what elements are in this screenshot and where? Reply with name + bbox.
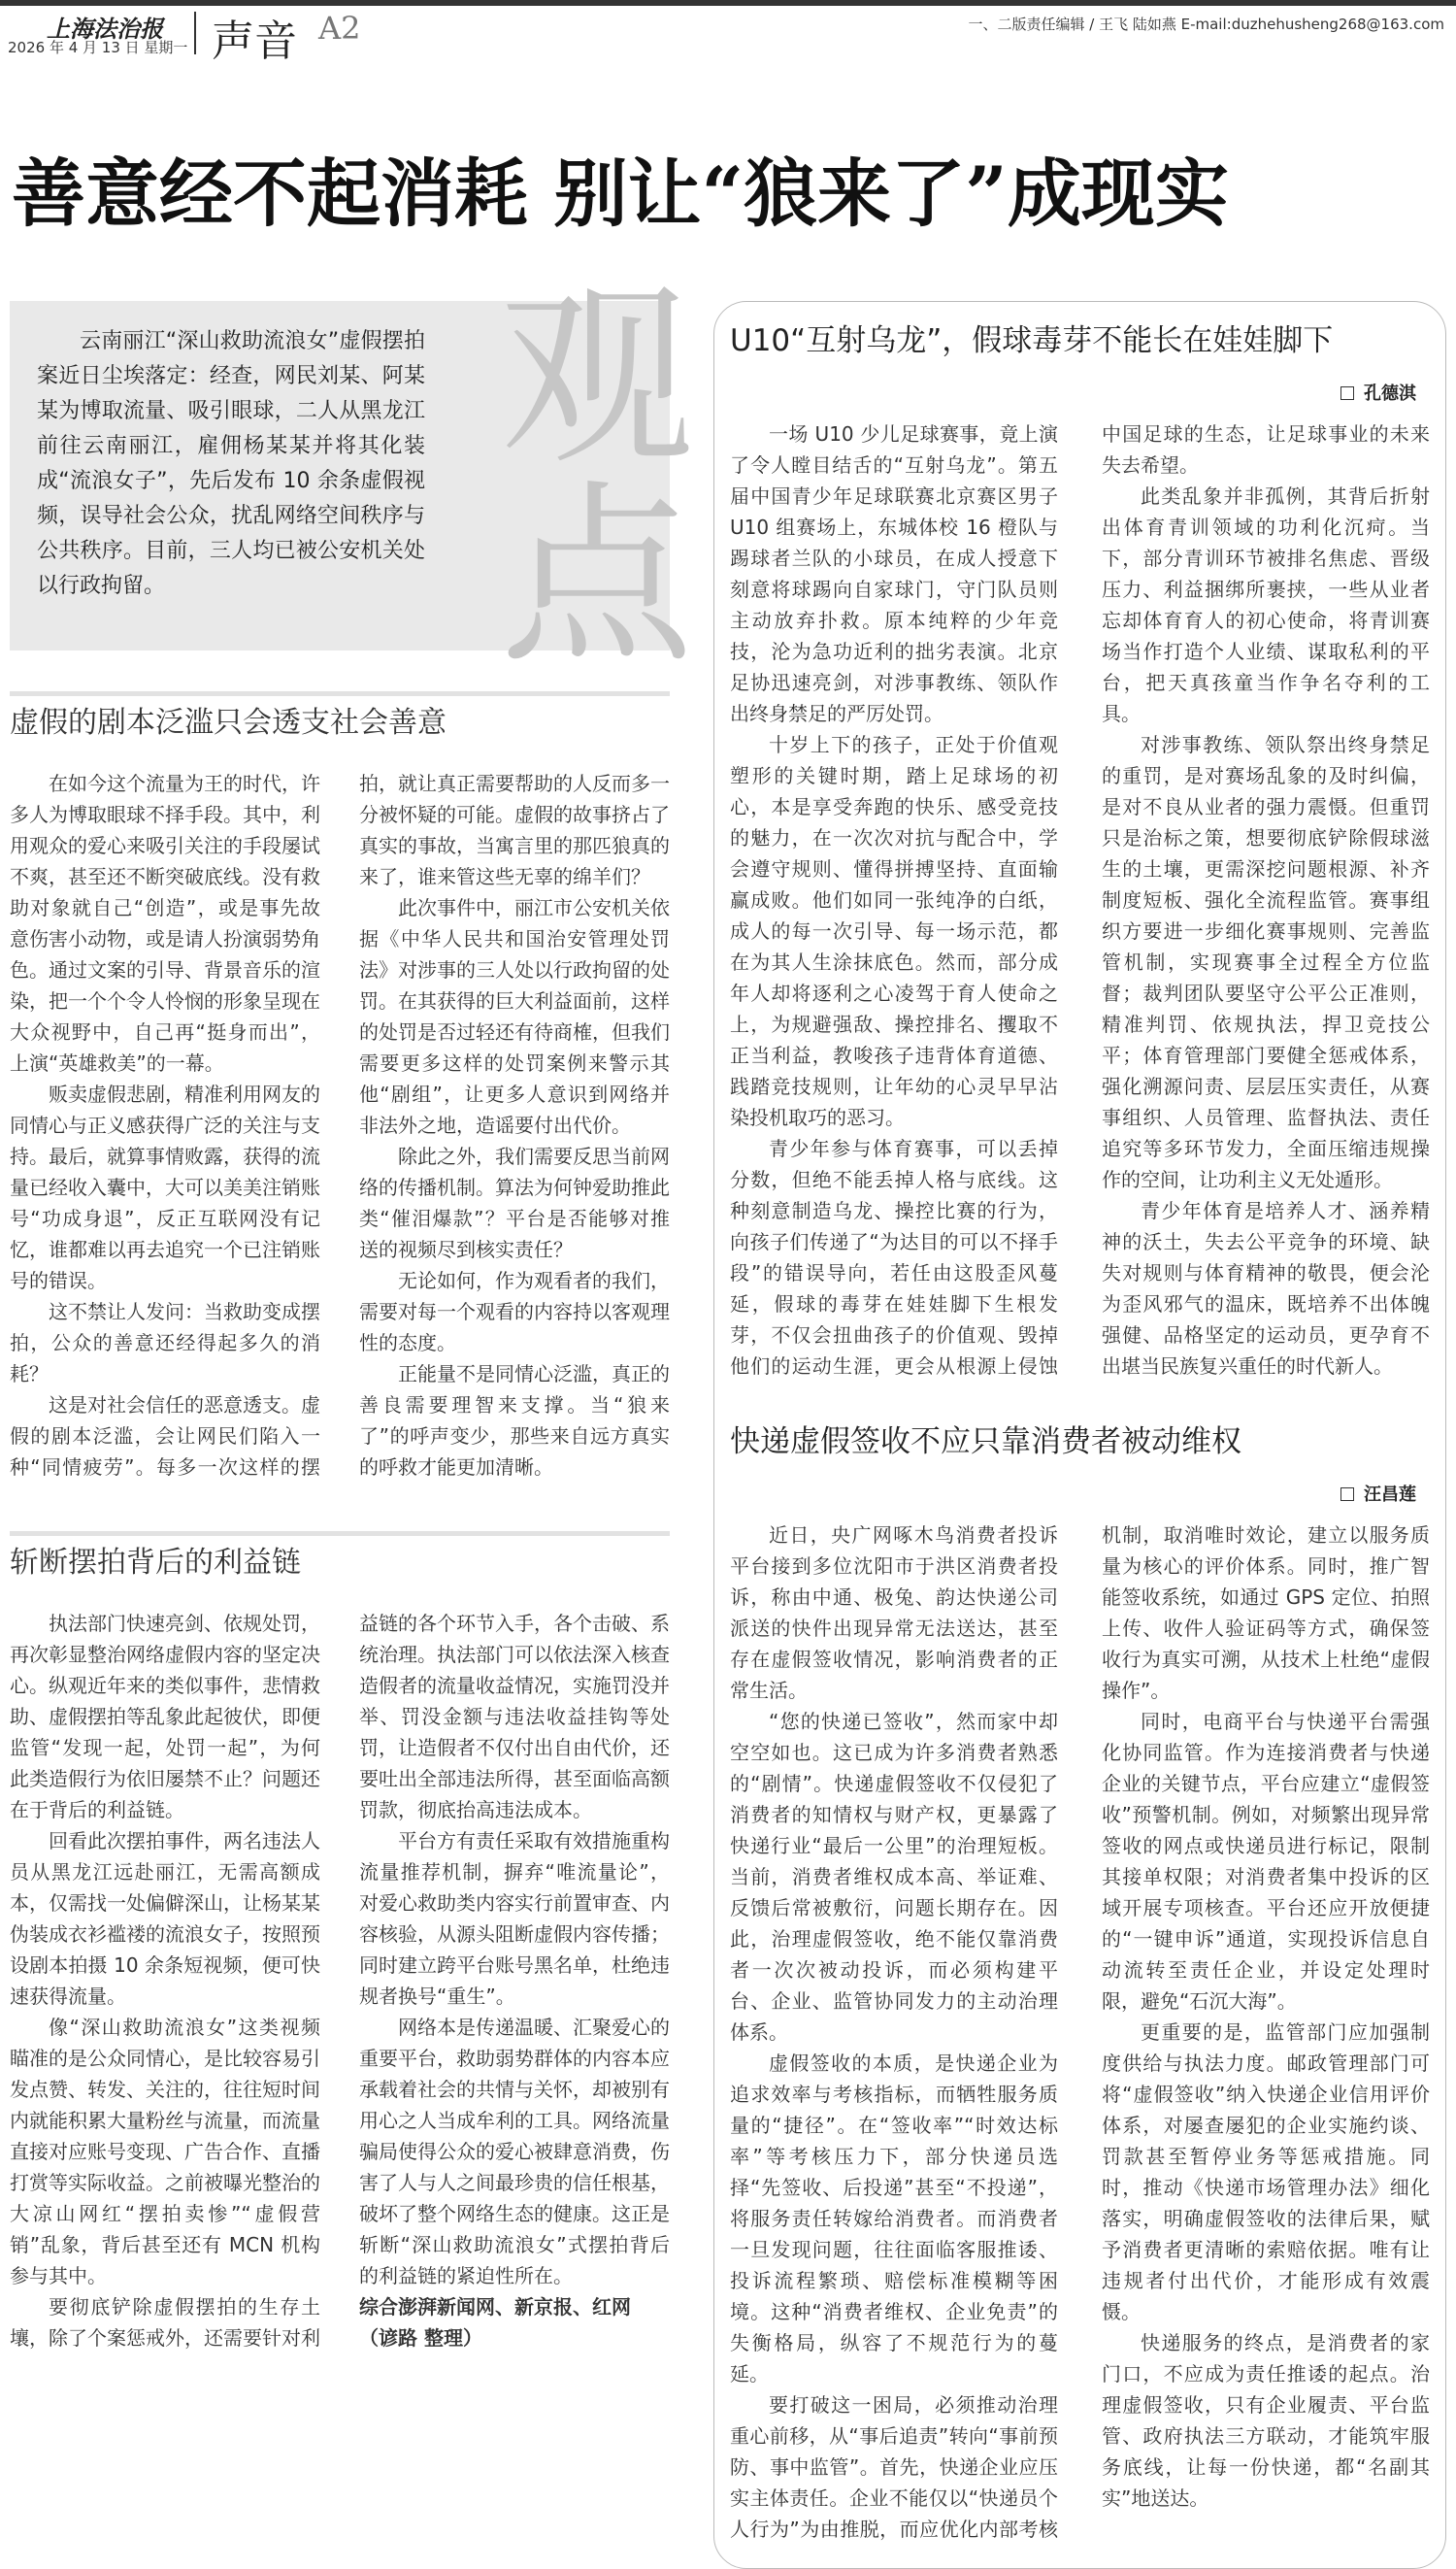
paragraph: 除此之外，我们需要反思当前网络的传播机制。算法为何钟爱助推此类“催泪爆款”？平台是否能够对推送的视频尽到核实责任？ bbox=[359, 1145, 670, 1261]
article-title: 斩断摆拍背后的利益链 bbox=[10, 1546, 301, 1580]
commentary-panel bbox=[713, 301, 1446, 2569]
paragraph: 虚假签收的本质，是快递企业为追求效率与考核指标，而牺牲服务质量的“捷径”。在“签收率”“时效达标率”等考核压力下，部分快递员选择“先签收、后投递”甚至“不投递”，将服务责任转嫁给消费者。而消费者一旦发现问题，往往面临客服推诿、投诉流程繁琐、赔偿标准模糊等困境。这种“消费者维权、企业免责”的失衡格局，纵容了不规范行为的蔓延。 bbox=[730, 2052, 1058, 2386]
paragraph: 此类乱象并非孤例，其背后折射出体育青训领域的功利化沉疴。当下，部分青训环节被排名焦虑、晋级压力、利益捆绑所裹挟，一些从业者忘却体育育人的初心使命，将青训赛场当作打造个人业绩、谋取私利的平台，把天真孩童当作争名夺利的工具。 bbox=[1102, 484, 1430, 725]
section-rule bbox=[10, 1531, 670, 1536]
article-source: 综合澎湃新闻网、新京报、红网 bbox=[359, 2295, 631, 2319]
paragraph: 这是对社会信任的恶意透支。虚假的剧本泛滥，会让网民们陷入一种“同情疲劳”。每多一次这样的摆拍，就让真正需要帮助的人反而多一分被怀疑的可能。虚假的故事挤占了真实的事故，当寓言里的那匹狼真的来了，谁来管这些无辜的绵羊们？ bbox=[10, 772, 670, 1479]
paragraph: 这不禁让人发问：当救助变成摆拍，公众的善意还经得起多久的消耗？ bbox=[10, 1300, 320, 1385]
paragraph: 青少年体育是培养人才、涵养精神的沃土，失去公平竞争的环境、缺失对规则与体育精神的敬畏，便会沦为歪风邪气的温床，既培养不出体魄强健、品格坚定的运动员，更孕育不出堪当民族复兴重任的时代新人。 bbox=[1102, 1199, 1430, 1378]
issue-date: 2026 年 4 月 13 日 星期一 bbox=[8, 39, 188, 56]
author-name: 孔德淇 bbox=[1364, 384, 1416, 404]
article bbox=[10, 1531, 670, 2353]
paragraph: 要打破这一困局，必须推动治理重心前移，从“事后追责”转向“事前预防、事中监管”。首先，快递企业应压实主体责任。企业不能仅以“快递员个人行为”为由推脱，而应优化内部考核机制，取消唯时效论，建立以服务质量为核心的评价体系。同时，推广智能签收系统，如通过 GPS 定位、拍照上传、收件人验证码等方式，确保签收行为真实可溯，从技术上杜绝“虚假操作”。 bbox=[730, 1523, 1430, 2541]
left-column bbox=[10, 691, 670, 2353]
header-divider bbox=[194, 12, 196, 54]
paragraph: “您的快递已签收”，然而家中却空空如也。这已成为许多消费者熟悉的“剧情”。快递虚假签收不仅侵犯了消费者的知情权与财产权，更暴露了快递行业“最后一公里”的治理短板。当前，消费者维权成本高、举证难、反馈后常被敷衍，问题长期存在。因此，治理虚假签收，绝不能仅靠消费者一次次被动投诉，而必须构建平台、企业、监管协同发力的主动治理体系。 bbox=[730, 1710, 1058, 2044]
article-body bbox=[730, 1519, 1430, 2545]
article-title: 虚假的剧本泛滥只会透支社会善意 bbox=[10, 706, 447, 740]
author-name: 汪昌莲 bbox=[1364, 1485, 1416, 1505]
paragraph: 对涉事教练、领队祭出终身禁足的重罚，是对赛场乱象的及时纠偏，是对不良从业者的强力震慑。但重罚只是治标之策，想要彻底铲除假球滋生的土壤，更需深挖问题根源、补齐制度短板、强化全流程监管。赛事组织方要进一步细化赛事规则、完善监管机制，实现赛事全过程全方位监督；裁判团队要坚守公平公正准则，精准判罚、依规执法，捍卫竞技公平；体育管理部门要健全惩戒体系，强化溯源问责、层层压实责任，从赛事组织、人员管理、监督执法、责任追究等多环节发力，全面压缩违规操作的空间，让功利主义无处遁形。 bbox=[1102, 733, 1430, 1191]
article-compiler: （谚路 整理） bbox=[359, 2326, 482, 2350]
article-title: U10“互射乌龙”，假球毒芽不能长在娃娃脚下 bbox=[730, 323, 1334, 358]
newspaper-logo: 上海法治报 bbox=[47, 15, 163, 43]
paragraph: 像“深山救助流浪女”这类视频瞄准的是公众同情心，是比较容易引发点赞、转发、关注的，往往短时间内就能积累大量粉丝与流量，而流量直接对应账号变现、广告合作、直播打赏等实际收益。之前被曝光整治的大凉山网红“摆拍卖惨”“虚假营销”乱象，背后甚至还有 MCN 机构参与其中。 bbox=[10, 2016, 320, 2287]
article-body bbox=[730, 418, 1430, 1382]
paragraph: 一场 U10 少儿足球赛事，竟上演了令人瞠目结舌的“互射乌龙”。第五届中国青少年足球联赛北京赛区男子 U10 组赛场上，东城体校 16 橙队与踢球者兰队的小球员，在成人授意下刻意将球踢向自家球门，守门队员则主动放弃扑救。原本纯粹的少年竞技，沦为急功近利的拙劣表演。北京足协迅速亮剑，对涉事教练、领队作出终身禁足的严厉处罚。 bbox=[730, 422, 1058, 725]
paragraph: 近日，央广网啄木鸟消费者投诉平台接到多位沈阳市于洪区消费者投诉，称由中通、极兔、韵达快递公司派送的快件出现异常无法送达，甚至存在虚假签收情况，影响消费者的正常生活。 bbox=[730, 1523, 1058, 1702]
article bbox=[10, 691, 670, 1483]
main-headline: 善意经不起消耗 别让“狼来了”成现实 bbox=[12, 150, 1229, 237]
paragraph: 此次事件中，丽江市公安机关依据《中华人民共和国治安管理处罚法》对涉事的三人处以行政拘留的处罚。在其获得的巨大利益面前，这样的处罚是否过轻还有待商榷，但我们需要更多这样的处罚案例来警示其他“剧组”，让更多人意识到网络并非法外之地，造谣要付出代价。 bbox=[359, 896, 670, 1137]
article bbox=[730, 1420, 1430, 2545]
page-number: A2 bbox=[318, 10, 361, 47]
author-box-icon bbox=[1340, 1487, 1354, 1501]
paragraph: 要彻底铲除虚假摆拍的生存土壤，除了个案惩戒外，还需要针对利益链的各个环节入手，各个击破、系统治理。执法部门可以依法深入核查造假者的流量收益情况，实施罚没并举、罚没金额与违法收益挂钩等处罚，让造假者不仅付出自由代价，还要吐出全部违法所得，甚至面临高额罚款，彻底抬高违法成本。 bbox=[10, 1612, 670, 2350]
section-rule bbox=[10, 691, 670, 696]
paragraph: 平台方有责任采取有效措施重构流量推荐机制，摒弃“唯流量论”，对爱心救助类内容实行前置审查、内容核验，从源头阻断虚假内容传播；同时建立跨平台账号黑名单，杜绝违规者换号“重生”。 bbox=[359, 1829, 670, 2008]
watermark-char: 点 bbox=[500, 464, 695, 690]
article bbox=[730, 319, 1430, 1382]
paragraph: 贩卖虚假悲剧，精准利用网友的同情心与正义感获得广泛的关注与支持。最后，就算事情败露，获得的流量已经收入囊中，大可以美美注销账号“功成身退”，反正互联网没有记忆，谁都难以再去追究一个已注销账号的错误。 bbox=[10, 1083, 320, 1292]
section-name: 声音 bbox=[212, 17, 297, 66]
paragraph: 青少年参与体育赛事，可以丢掉分数，但绝不能丢掉人格与底线。这种刻意制造乌龙、操控比赛的行为，向孩子们传递了“为达目的可以不择手段”的错误导向，若任由这股歪风蔓延，假球的毒芽在娃娃脚下生根发芽，不仅会扭曲孩子的价值观、毁掉他们的运动生涯，更会从根源上侵蚀中国足球的生态，让足球事业的未来失去希望。 bbox=[730, 422, 1430, 1378]
paragraph: 回看此次摆拍事件，两名违法人员从黑龙江远赴丽江，无需高额成本，仅需找一处偏僻深山，让杨某某伪装成衣衫褴褛的流浪女子，按照预设剧本拍摄 10 余条短视频，便可快速获得流量。 bbox=[10, 1829, 320, 2008]
author-box-icon bbox=[1340, 386, 1354, 400]
paragraph: 正能量不是同情心泛滥，真正的善良需要理智来支撑。当“狼来了”的呼声变少，那些来自远方真实的呼救才能更加清晰。 bbox=[359, 1362, 670, 1479]
article-author bbox=[730, 1481, 1416, 1506]
paragraph: 同时，电商平台与快递平台需强化协同监管。作为连接消费者与快递企业的关键节点，平台应建立“虚假签收”预警机制。例如，对频繁出现异常签收的网点或快递员进行标记，限制其接单权限；对消费者集中投诉的区域开展专项核查。平台还应开放便捷的“一键申诉”通道，实现投诉信息自动流转至责任企业，并设定处理时限，避免“石沉大海”。 bbox=[1102, 1710, 1430, 2013]
watermark-char: 观 bbox=[500, 265, 695, 491]
article-body bbox=[10, 768, 670, 1483]
intro-text: 云南丽江“深山救助流浪女”虚假摆拍案近日尘埃落定：经查，网民刘某、阿某某为博取流量、吸引眼球，二人从黑龙江前往云南丽江，雇佣杨某某并将其化装成“流浪女子”，先后发布 10 余条虚假视频，误导社会公众，扰乱网络空间秩序与公共秩序。目前，三人均已被公安机关处以行政拘留。 bbox=[37, 329, 425, 598]
editors-line: 一、二版责任编辑 / 王飞 陆如燕 E-mail:duzhehusheng268@163.com bbox=[968, 16, 1444, 33]
paragraph: 网络本是传递温暖、汇聚爱心的重要平台，救助弱势群体的内容本应承载着社会的共情与关怀，却被别有用心之人当成牟利的工具。网络流量骗局使得公众的爱心被肆意消费，伤害了人与人之间最珍贵的信任根基，破坏了整个网络生态的健康。这正是斩断“深山救助流浪女”式摆拍背后的利益链的紧迫性所在。 bbox=[359, 2016, 670, 2287]
article-body bbox=[10, 1608, 670, 2353]
article-title: 快递虚假签收不应只靠消费者被动维权 bbox=[730, 1424, 1241, 1459]
paragraph: 无论如何，作为观看者的我们，需要对每一个观看的内容持以客观理性的态度。 bbox=[359, 1269, 670, 1354]
paragraph: 执法部门快速亮剑、依规处罚，再次彰显整治网络虚假内容的坚定决心。纵观近年来的类似事件，悲情救助、虚假摆拍等乱象此起彼伏，即便监管“发现一起，处罚一起”，为何此类造假行为依旧屡禁不止？问题还在于背后的利益链。 bbox=[10, 1612, 320, 1821]
paragraph: 在如今这个流量为王的时代，许多人为博取眼球不择手段。其中，利用观众的爱心来吸引关注的手段屡试不爽，甚至还不断突破底线。没有救助对象就自己“创造”，或是事先故意伤害小动物，或是请人扮演弱势角色。通过文案的引导、背景音乐的渲染，把一个个令人怜悯的形象呈现在大众视野中，自己再“挺身而出”，上演“英雄救美”的一幕。 bbox=[10, 772, 320, 1075]
paragraph: 十岁上下的孩子，正处于价值观塑形的关键时期，踏上足球场的初心，本是享受奔跑的快乐、感受竞技的魅力，在一次次对抗与配合中，学会遵守规则、懂得拼搏坚持、直面输赢成败。他们如同一张纯净的白纸，成人的每一次引导、每一场示范，都在为其人生涂抹底色。然而，部分成年人却将逐利之心凌驾于育人使命之上，为规避强敌、操控排名、攫取不正当利益，教唆孩子违背体育道德、践踏竞技规则，让年幼的心灵早早沾染投机取巧的恶习。 bbox=[730, 733, 1058, 1129]
paragraph: 更重要的是，监管部门应加强制度供给与执法力度。邮政管理部门可将“虚假签收”纳入快递企业信用评价体系，对屡查屡犯的企业实施约谈、罚款甚至暂停业务等惩戒措施。同时，推动《快递市场管理办法》细化落实，明确虚假签收的法律后果，赋予消费者更清晰的索赔依据。唯有让违规者付出代价，才能形成有效震慑。 bbox=[1102, 2020, 1430, 2323]
article-author bbox=[730, 380, 1416, 405]
paragraph: 快递服务的终点，是消费者的家门口，不应成为责任推诿的起点。治理虚假签收，只有企业履责、平台监管、政府执法三方联动，才能筑牢服务底线，让每一份快递，都“名副其实”地送达。 bbox=[1102, 2331, 1430, 2510]
